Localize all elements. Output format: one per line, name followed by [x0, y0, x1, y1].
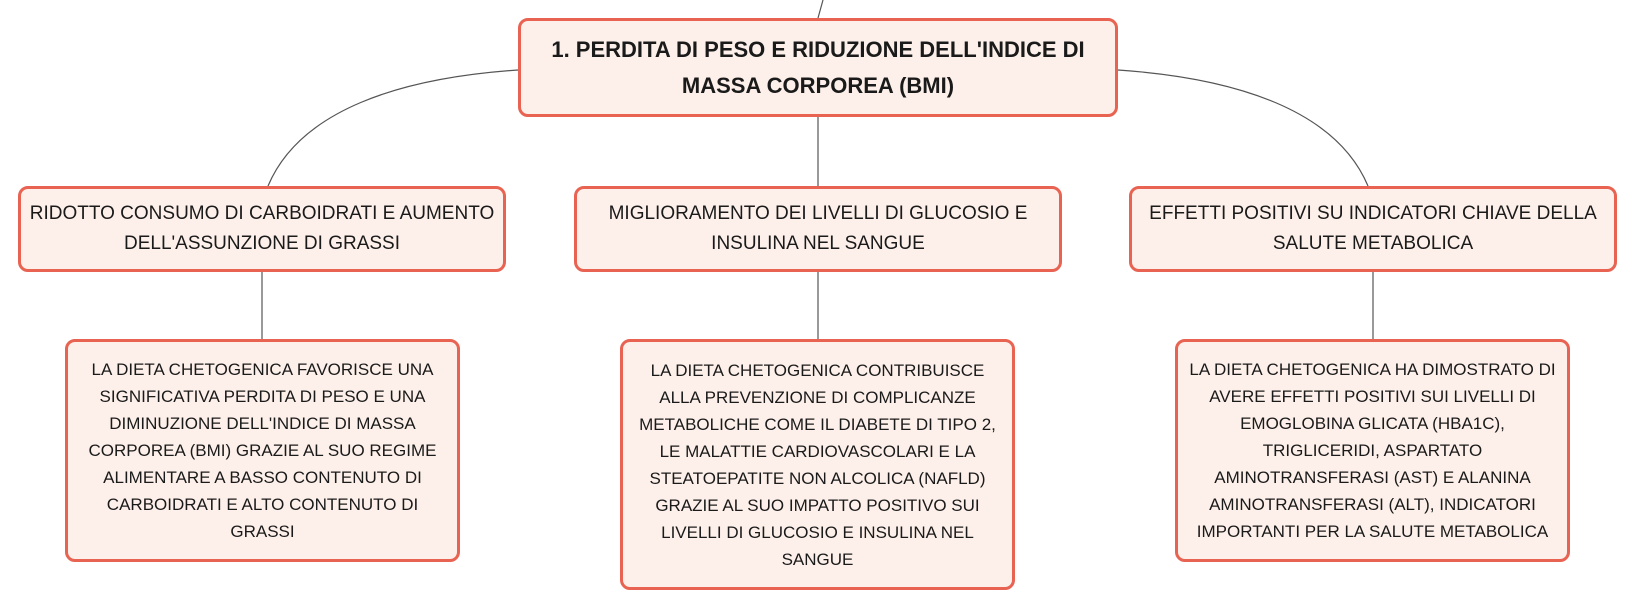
branch-node-glucose-insulin[interactable]	[574, 186, 1062, 272]
connector-root-to-left-branch	[268, 70, 518, 186]
branch-title-text: EFFETTI POSITIVI SU INDICATORI CHIAVE DELLA SALUTE METABOLICA	[1149, 203, 1597, 254]
branch-title-text: MIGLIORAMENTO DEI LIVELLI DI GLUCOSIO E INSULINA NEL SANGUE	[608, 203, 1028, 254]
root-topic-node[interactable]	[518, 18, 1118, 117]
detail-node-complication-prevention[interactable]	[620, 339, 1015, 590]
branch-title-text: RIDOTTO CONSUMO DI CARBOIDRATI E AUMENTO DELL'ASSUNZIONE DI GRASSI	[29, 203, 495, 254]
branch-node-metabolic-health[interactable]	[1129, 186, 1617, 272]
detail-node-weight-loss[interactable]	[65, 339, 460, 562]
connector-parent-to-root	[818, 0, 823, 18]
detail-text: LA DIETA CHETOGENICA FAVORISCE UNA SIGNIFICATIVA PERDITA DI PESO E UNA DIMINUZIONE DELL'INDICE DI MASSA CORPOREA (BMI) GRAZIE AL SUO REGIME ALIMENTARE A BASSO CONTENUTO DI CARBOIDRATI E ALTO CONTENUTO DI GRASSI	[88, 360, 437, 541]
branch-node-carbs-fats[interactable]	[18, 186, 506, 272]
connector-root-to-right-branch	[1118, 70, 1368, 186]
detail-node-metabolic-indicators[interactable]	[1175, 339, 1570, 562]
detail-text: LA DIETA CHETOGENICA HA DIMOSTRATO DI AVERE EFFETTI POSITIVI SUI LIVELLI DI EMOGLOBINA GLICATA (HBA1C), TRIGLICERIDI, ASPARTATO AMINOTRANSFERASI (AST) E ALANINA AMINOTRANSFERASI (ALT), INDICATORI IMPORTANTI PER LA SALUTE METABOLICA	[1189, 360, 1556, 541]
detail-text: LA DIETA CHETOGENICA CONTRIBUISCE ALLA PREVENZIONE DI COMPLICANZE METABOLICHE COME IL DIABETE DI TIPO 2, LE MALATTIE CARDIOVASCOLARI E LA STEATOEPATITE NON ALCOLICA (NAFLD) GRAZIE AL SUO IMPATTO POSITIVO SUI LIVELLI DI GLUCOSIO E INSULINA NEL SANGUE	[639, 360, 996, 569]
root-topic-text: 1. PERDITA DI PESO E RIDUZIONE DELL'INDICE DI MASSA CORPOREA (BMI)	[551, 36, 1085, 98]
